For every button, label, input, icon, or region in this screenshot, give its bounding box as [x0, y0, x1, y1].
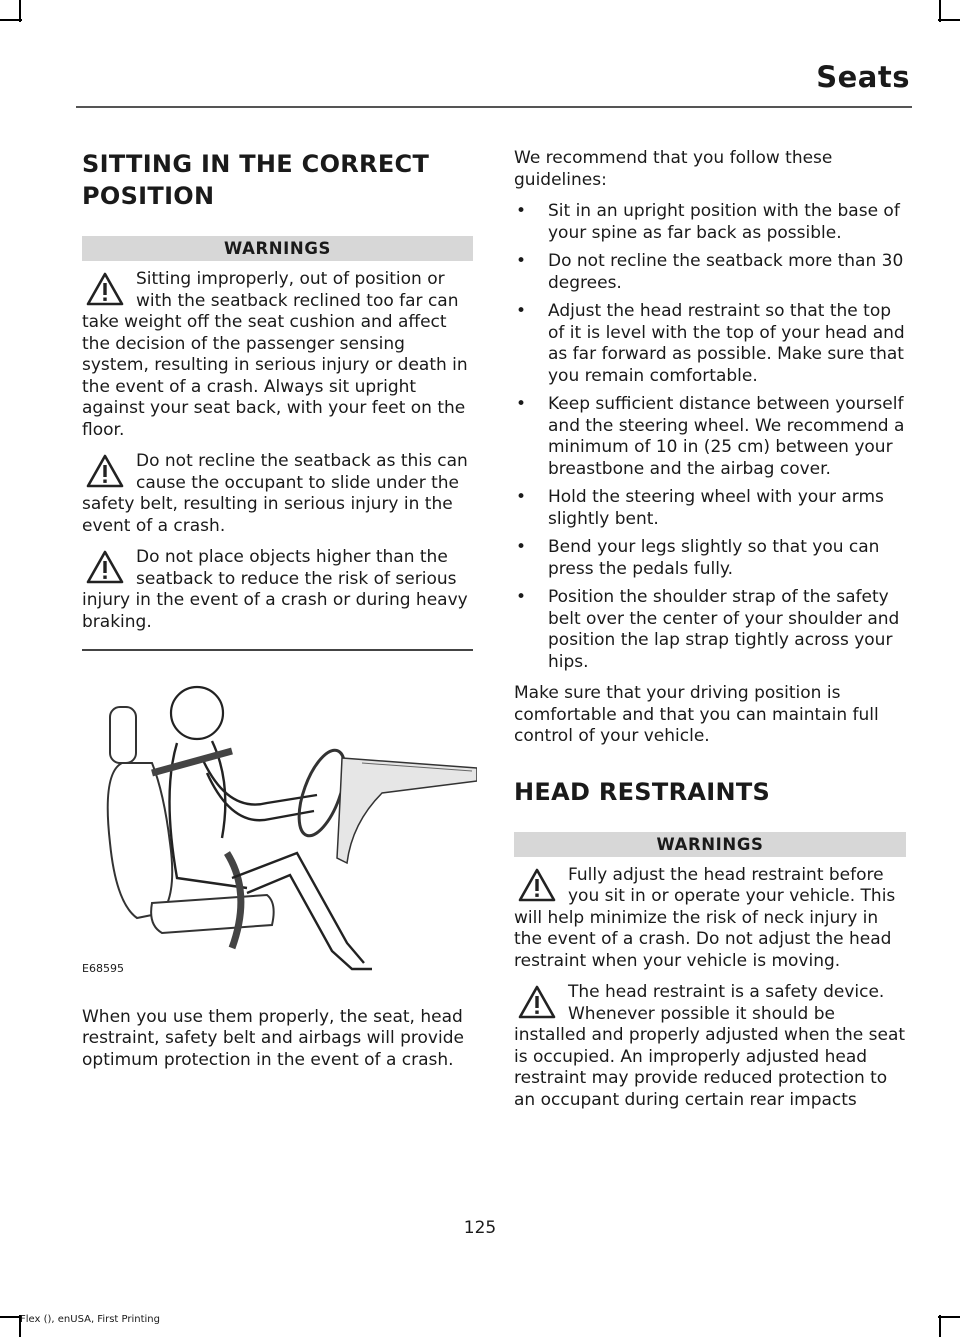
warning-text: Sitting improperly, out of position or with the seatback reclined too far can take weight off the seat cushion and affect the decision of the passenger sensing system, resulting in serious injury or death in the event of a crash. Always sit upright against your seat back, with your feet on the floor. — [82, 269, 468, 440]
list-item: • Sit in an upright position with the base of your spine as far back as possible. — [514, 201, 906, 244]
warning-item — [82, 451, 473, 537]
warning-item — [82, 547, 473, 633]
figure-id: E68595 — [82, 961, 124, 975]
warning-triangle-icon — [82, 547, 128, 587]
warning-text: Do not place objects higher than the seatback to reduce the risk of serious injury in the event of a crash or during heavy braking. — [82, 547, 468, 632]
crop-mark — [938, 19, 960, 21]
warning-text: Do not recline the seatback as this can cause the occupant to slide under the safety belt, resulting in serious injury in the event of a crash. — [82, 451, 468, 536]
warning-triangle-icon — [82, 269, 128, 309]
footer-text: Flex (), enUSA, First Printing — [20, 1314, 160, 1325]
warnings-bar: WARNINGS — [514, 832, 906, 857]
right-column — [514, 148, 906, 1121]
warning-text: The head restraint is a safety device. Whenever possible it should be installed and properly adjusted when the seat is occupied. An improperly adjusted head restraint may provide reduced protection to an occupant during certain rear impacts — [514, 982, 906, 1110]
warning-triangle-icon — [514, 982, 560, 1022]
warning-item — [514, 982, 906, 1111]
warning-triangle-icon — [514, 865, 560, 905]
body-paragraph: When you use them properly, the seat, head restraint, safety belt and airbags will provide optimum protection in the event of a crash. — [82, 1006, 464, 1070]
section-heading-sitting-position: SITTING IN THE CORRECT POSITION — [82, 150, 430, 210]
guidelines-intro: We recommend that you follow these guidelines: — [514, 148, 833, 190]
crop-mark — [938, 1316, 960, 1318]
left-column — [82, 148, 473, 1081]
warning-item — [514, 865, 906, 973]
list-item: • Bend your legs slightly so that you can press the pedals fully. — [514, 537, 906, 580]
crop-mark — [0, 19, 22, 21]
warning-text: Fully adjust the head restraint before you sit in or operate your vehicle. This will help minimize the risk of neck injury in the event of a crash. Do not adjust the head restraint when your vehicle is moving. — [514, 864, 896, 971]
crop-mark — [0, 1316, 22, 1318]
list-item: • Adjust the head restraint so that the top of it is level with the top of your head and as far forward as possible. Make sure that you remain comfortable. — [514, 301, 906, 387]
body-paragraph: Make sure that your driving position is comfortable and that you can maintain full control of your vehicle. — [514, 683, 879, 746]
crop-mark — [939, 1315, 941, 1337]
page-number: 125 — [463, 1218, 497, 1238]
header-divider — [76, 106, 912, 108]
seating-position-illustration — [82, 663, 473, 981]
list-item: • Position the shoulder strap of the safety belt over the center of your shoulder and position the lap strap tightly across your hips. — [514, 587, 906, 673]
list-item: • Do not recline the seatback more than 30 degrees. — [514, 251, 906, 294]
section-heading-head-restraints: HEAD RESTRAINTS — [514, 777, 771, 806]
warning-triangle-icon — [82, 451, 128, 491]
list-item: • Hold the steering wheel with your arms slightly bent. — [514, 487, 906, 530]
page-title: Seats — [816, 60, 910, 94]
list-item: • Keep sufficient distance between yourself and the steering wheel. We recommend a minimum of 10 in (25 cm) between your breastbone and the airbag cover. — [514, 394, 906, 480]
guidelines-list — [514, 201, 906, 673]
driver-seated-diagram — [82, 663, 477, 981]
section-divider — [82, 649, 473, 651]
warning-item — [82, 269, 473, 441]
warnings-bar: WARNINGS — [82, 236, 473, 261]
